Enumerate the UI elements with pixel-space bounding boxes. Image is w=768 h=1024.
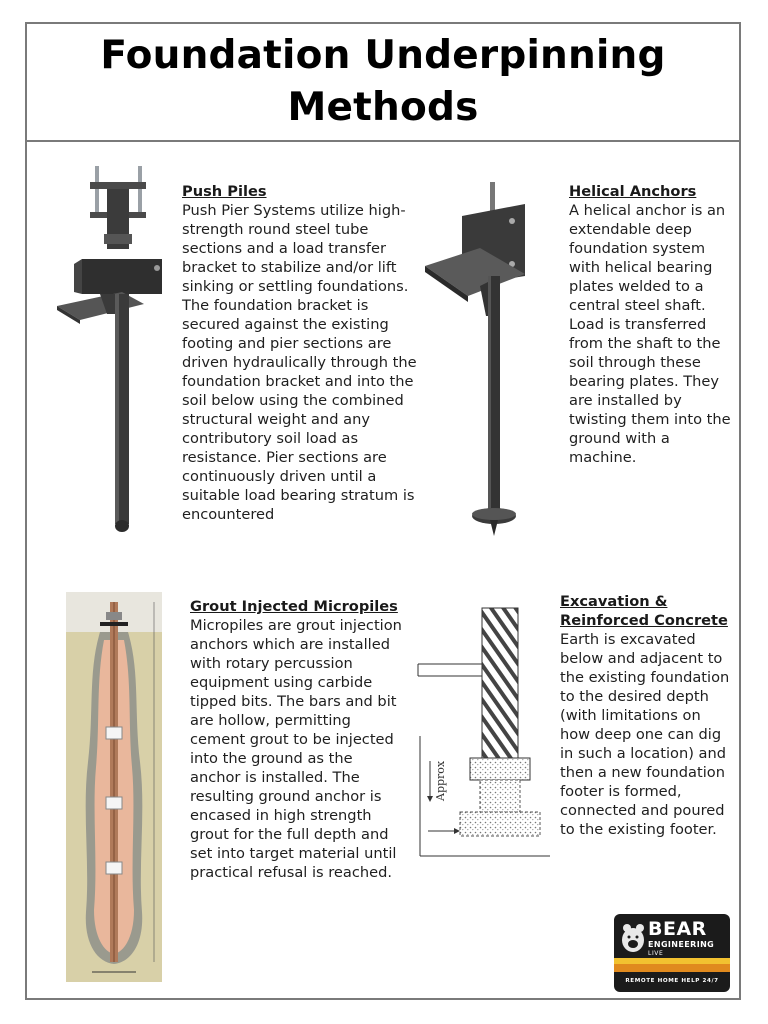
bear-engineering-logo[interactable] <box>614 914 730 992</box>
push-pile-illustration <box>52 164 172 544</box>
logo-line3: LIVE <box>648 950 664 957</box>
excavation-body: Earth is excavated below and adjacent to the existing foundation to the desired depth (with limitations on how deep one can dig in such a location) and then a new foundation footer is formed, connected and poured to the existing footer. <box>560 631 730 838</box>
micropiles-section <box>190 597 404 882</box>
logo-tagline: REMOTE HOME HELP 24/7 <box>625 978 719 984</box>
page-title: Foundation Underpinning Methods <box>100 33 666 130</box>
micropile-illustration <box>66 592 162 982</box>
helical-anchors-heading: Helical Anchors <box>569 183 697 200</box>
helical-anchors-body: A helical anchor is an extendable deep foundation system with helical bearing plates welded to a central steel shaft. Load is transferred from the shaft to the soil through these bearing plates. They are installed by twisting them into the ground with a machine. <box>569 202 731 466</box>
excavation-heading: Excavation & Reinforced Concrete <box>560 593 728 629</box>
logo-line2: ENGINEERING <box>648 940 715 949</box>
bear-icon <box>618 920 648 960</box>
logo-line1: BEAR <box>648 918 707 940</box>
title-box <box>27 24 739 142</box>
excavation-diagram <box>414 606 554 876</box>
push-piles-body: Push Pier Systems utilize high-strength round steel tube sections and a load transfer bracket to stabilize and/or lift sinking or settling foundations. The foundation bracket is secured against the existing footing and pier sections are driven hydraulically through the foundation bracket and into the soil below using the combined structural weight and any contributory soil load as resistance. Pier sections are continuously driven until a suitable load bearing stratum is encountered <box>182 202 417 523</box>
push-piles-heading: Push Piles <box>182 183 267 200</box>
micropiles-heading: Grout Injected Micropiles <box>190 598 398 615</box>
logo-band-orange <box>614 964 730 972</box>
push-piles-section <box>182 182 418 524</box>
excavation-section <box>560 592 732 839</box>
helical-anchor-illustration <box>420 176 560 546</box>
micropiles-body: Micropiles are grout injection anchors which are installed with rotary percussion equipment using carbide tipped bits. The bars and bit are hollow, permitting cement grout to be injected into the ground as the anchor is installed. The resulting ground anchor is encased in high strength grout for the full depth and set into target material until practical refusal is reached. <box>190 617 402 881</box>
approx-label: Approx <box>434 760 447 801</box>
helical-anchors-section <box>569 182 731 467</box>
